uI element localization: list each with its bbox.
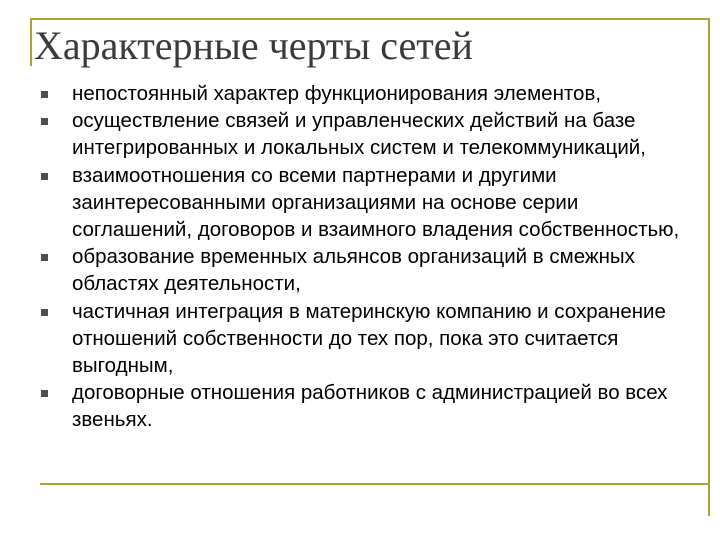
square-bullet-icon [41,173,48,180]
bullet-text: частичная интеграция в материнскую компанию и сохранение отношений собственности до тех пор, пока это считается выгодным, [72,299,666,378]
frame-line-bottom [40,483,710,485]
bullet-list [36,80,696,434]
frame-line-top [30,18,710,20]
bullet-item [36,80,696,107]
square-bullet-icon [41,91,48,98]
bullet-text: образование временных альянсов организаций в смежных областях деятельности, [72,245,635,296]
square-bullet-icon [41,254,48,261]
square-bullet-icon [41,118,48,125]
bullet-item [36,379,696,433]
square-bullet-icon [41,390,48,397]
bullet-item [36,162,696,244]
bullet-item [36,107,696,161]
slide-title: Характерные черты сетей [34,23,473,68]
square-bullet-icon [41,309,48,316]
bullet-text: осуществление связей и управленческих действий на базе интегрированных и локальных систем и телекоммуникаций, [72,109,646,160]
bullet-item [36,298,696,380]
bullet-text: взаимоотношения со всеми партнерами и другими заинтересованными организациями на основе серии соглашений, договоров и взаимного владения собственностью, [72,163,680,242]
bullet-text: непостоянный характер функционирования элементов, [72,82,602,105]
frame-line-left [30,18,32,66]
frame-line-right [708,18,710,516]
bullet-text: договорные отношения работников с администрацией во всех звеньях. [72,381,668,432]
bullet-item [36,243,696,297]
